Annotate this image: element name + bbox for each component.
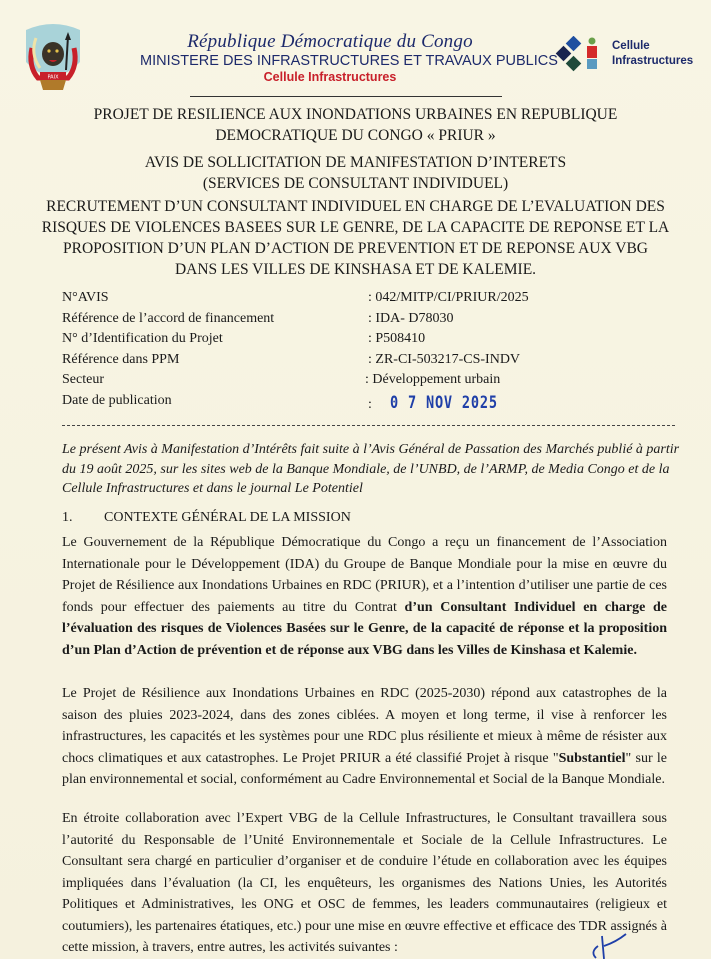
paragraph-project-description [62, 683, 667, 791]
ministry-name: MINISTERE DES INFRASTRUCTURES ET TRAVAUX PUBLICS [140, 53, 558, 69]
meta-label: Date de publication [62, 392, 172, 408]
header-rule [190, 96, 502, 97]
intro-paragraph: Le présent Avis à Manifestation d’Intérêts fait suite à l’Avis Général de Passation des Marchés publié à partir du 19 août 2025, sur les sites web de la Banque Mondiale, de l’UNBD, de l’ARMP, de Media Congo et de la Cellule Infrastructures et dans le journal Le Potentiel [62, 442, 680, 496]
meta-value: : Développement urbain [365, 372, 501, 387]
notice-title [40, 152, 671, 194]
meta-row-sector [62, 372, 662, 393]
meta-value: : IDA- D78030 [368, 310, 454, 326]
ci-logo-mark-icon [552, 36, 608, 76]
project-title-line: DEMOCRATIQUE DU CONGO « PRIUR » [215, 127, 496, 144]
recruitment-title-line: RISQUES DE VIOLENCES BASEES SUR LE GENRE, DE LA CAPACITE DE REPONSE ET LA [41, 219, 670, 236]
ci-logo-line1: Cellule [612, 40, 650, 52]
ci-logo-line2: Infrastructures [612, 55, 694, 67]
meta-row-ppm-ref [62, 352, 662, 373]
notice-metadata-table [62, 290, 662, 413]
recruitment-title-line: PROPOSITION D’UN PLAN D’ACTION DE PREVENTION ET DE REPONSE AUX VBG [63, 240, 648, 257]
meta-label: N°AVIS [62, 290, 109, 305]
meta-label: Référence de l’accord de financement [62, 310, 275, 326]
recruitment-title-line: RECRUTEMENT D’UN CONSULTANT INDIVIDUEL EN CHARGE DE L’EVALUATION DES [46, 198, 665, 215]
meta-row-project-id [62, 331, 662, 352]
meta-label: Secteur [62, 372, 104, 387]
meta-row-financing-ref [62, 311, 662, 332]
meta-value: : 042/MITP/CI/PRIUR/2025 [368, 290, 529, 305]
coat-of-arms-emblem [18, 20, 88, 92]
signature-initial-mark [588, 932, 628, 959]
notice-title-line: AVIS DE SOLLICITATION DE MANIFESTATION D’INTERETS [144, 154, 567, 171]
recruitment-title [40, 196, 671, 280]
meta-value [368, 393, 525, 413]
paragraph-bold-text: Substantiel [558, 750, 626, 766]
recruitment-title-line: DANS LES VILLES DE KINSHASA ET DE KALEMIE. [174, 261, 537, 278]
meta-row-notice-number [62, 290, 662, 311]
date-stamp: 0 7 NOV 2025 [389, 392, 498, 413]
meta-row-publication-date [62, 393, 662, 414]
meta-label: N° d’Identification du Projet [62, 331, 223, 346]
dashed-separator [62, 425, 675, 426]
coat-motto-text: PAIX [47, 74, 59, 81]
meta-colon: : [368, 396, 372, 412]
project-title-line: PROJET DE RESILIENCE AUX INONDATIONS URBAINES EN REPUBLIQUE [93, 106, 618, 123]
paragraph-text: Le Gouvernement de la République Démocratique du Congo a reçu un financement de l’Association Internationale pour le Développement (IDA) du Groupe de Banque Mondiale pour la mise en œuvre du Projet de Résilience aux Inondations Urbaines en RDC (PRIUR), et a l’intention d’utiliser une partie de ces fonds pour effectuer des paiements au titre du Contrat [62, 535, 667, 615]
republic-name: République Démocratique du Congo [187, 31, 473, 52]
cellule-infrastructures-logo [552, 36, 702, 76]
meta-value: : P508410 [368, 331, 426, 346]
section-title: CONTEXTE GÉNÉRAL DE LA MISSION [104, 510, 351, 525]
section-heading [62, 510, 351, 526]
letterhead [140, 31, 558, 85]
paragraph-bold-text: d’un Consultant Individuel en charge de l’évaluation des risques de Violences Basées sur le Genre, de la capacité de réponse et la proposition d’un Plan d’Action de prévention et de réponse aux VBG dans les Villes de Kinshasa et Kalemie. [62, 599, 667, 658]
paragraph-text: " sur le plan environnemental et social, conformément au Cadre Environnemental et Social de la Banque Mondiale. [62, 750, 667, 787]
meta-label: Référence dans PPM [62, 351, 180, 367]
notice-title-line: (SERVICES DE CONSULTANT INDIVIDUEL) [202, 175, 509, 192]
section-number: 1. [62, 510, 73, 525]
paragraph-text: Le Projet de Résilience aux Inondations Urbaines en RDC (2025-2030) répond aux catastrophes de la saison des pluies 2023-2024, dans des zones ciblées. A moyen et long terme, il vise à renforcer les infrastructures, les capacités et les systèmes pour une RDC plus résiliente et mieux à même de résister aux chocs climatiques et aux catastrophes. Le Projet PRIUR a été classifié Projet à risque " [62, 686, 667, 766]
meta-value: : ZR-CI-503217-CS-INDV [368, 351, 521, 367]
paragraph-context-funding [62, 532, 667, 661]
project-title [40, 104, 671, 146]
unit-name: Cellule Infrastructures [263, 70, 397, 84]
paragraph-consultant-role: En étroite collaboration avec l’Expert VBG de la Cellule Infrastructures, le Consultant travaillera sous l’autorité du Responsable de l’Unité Environnementale et Sociale de la Cellule Infrastructures. Le Consultant sera chargé en particulier d’organiser et de conduire l’étude en collaboration avec les équipes impliquées dans l’évaluation (la CI, les enquêteurs, les organismes des Nations Unies, les Autorités Politiques et Administratives, les ONG et OSC de femmes, les leaders communautaires (religieux et coutumiers), les partenaires étatiques, etc.) pour une mise en œuvre effective et efficace des TDR assignés à cette mission, à travers, entre autres, les activités suivantes : [62, 811, 667, 955]
